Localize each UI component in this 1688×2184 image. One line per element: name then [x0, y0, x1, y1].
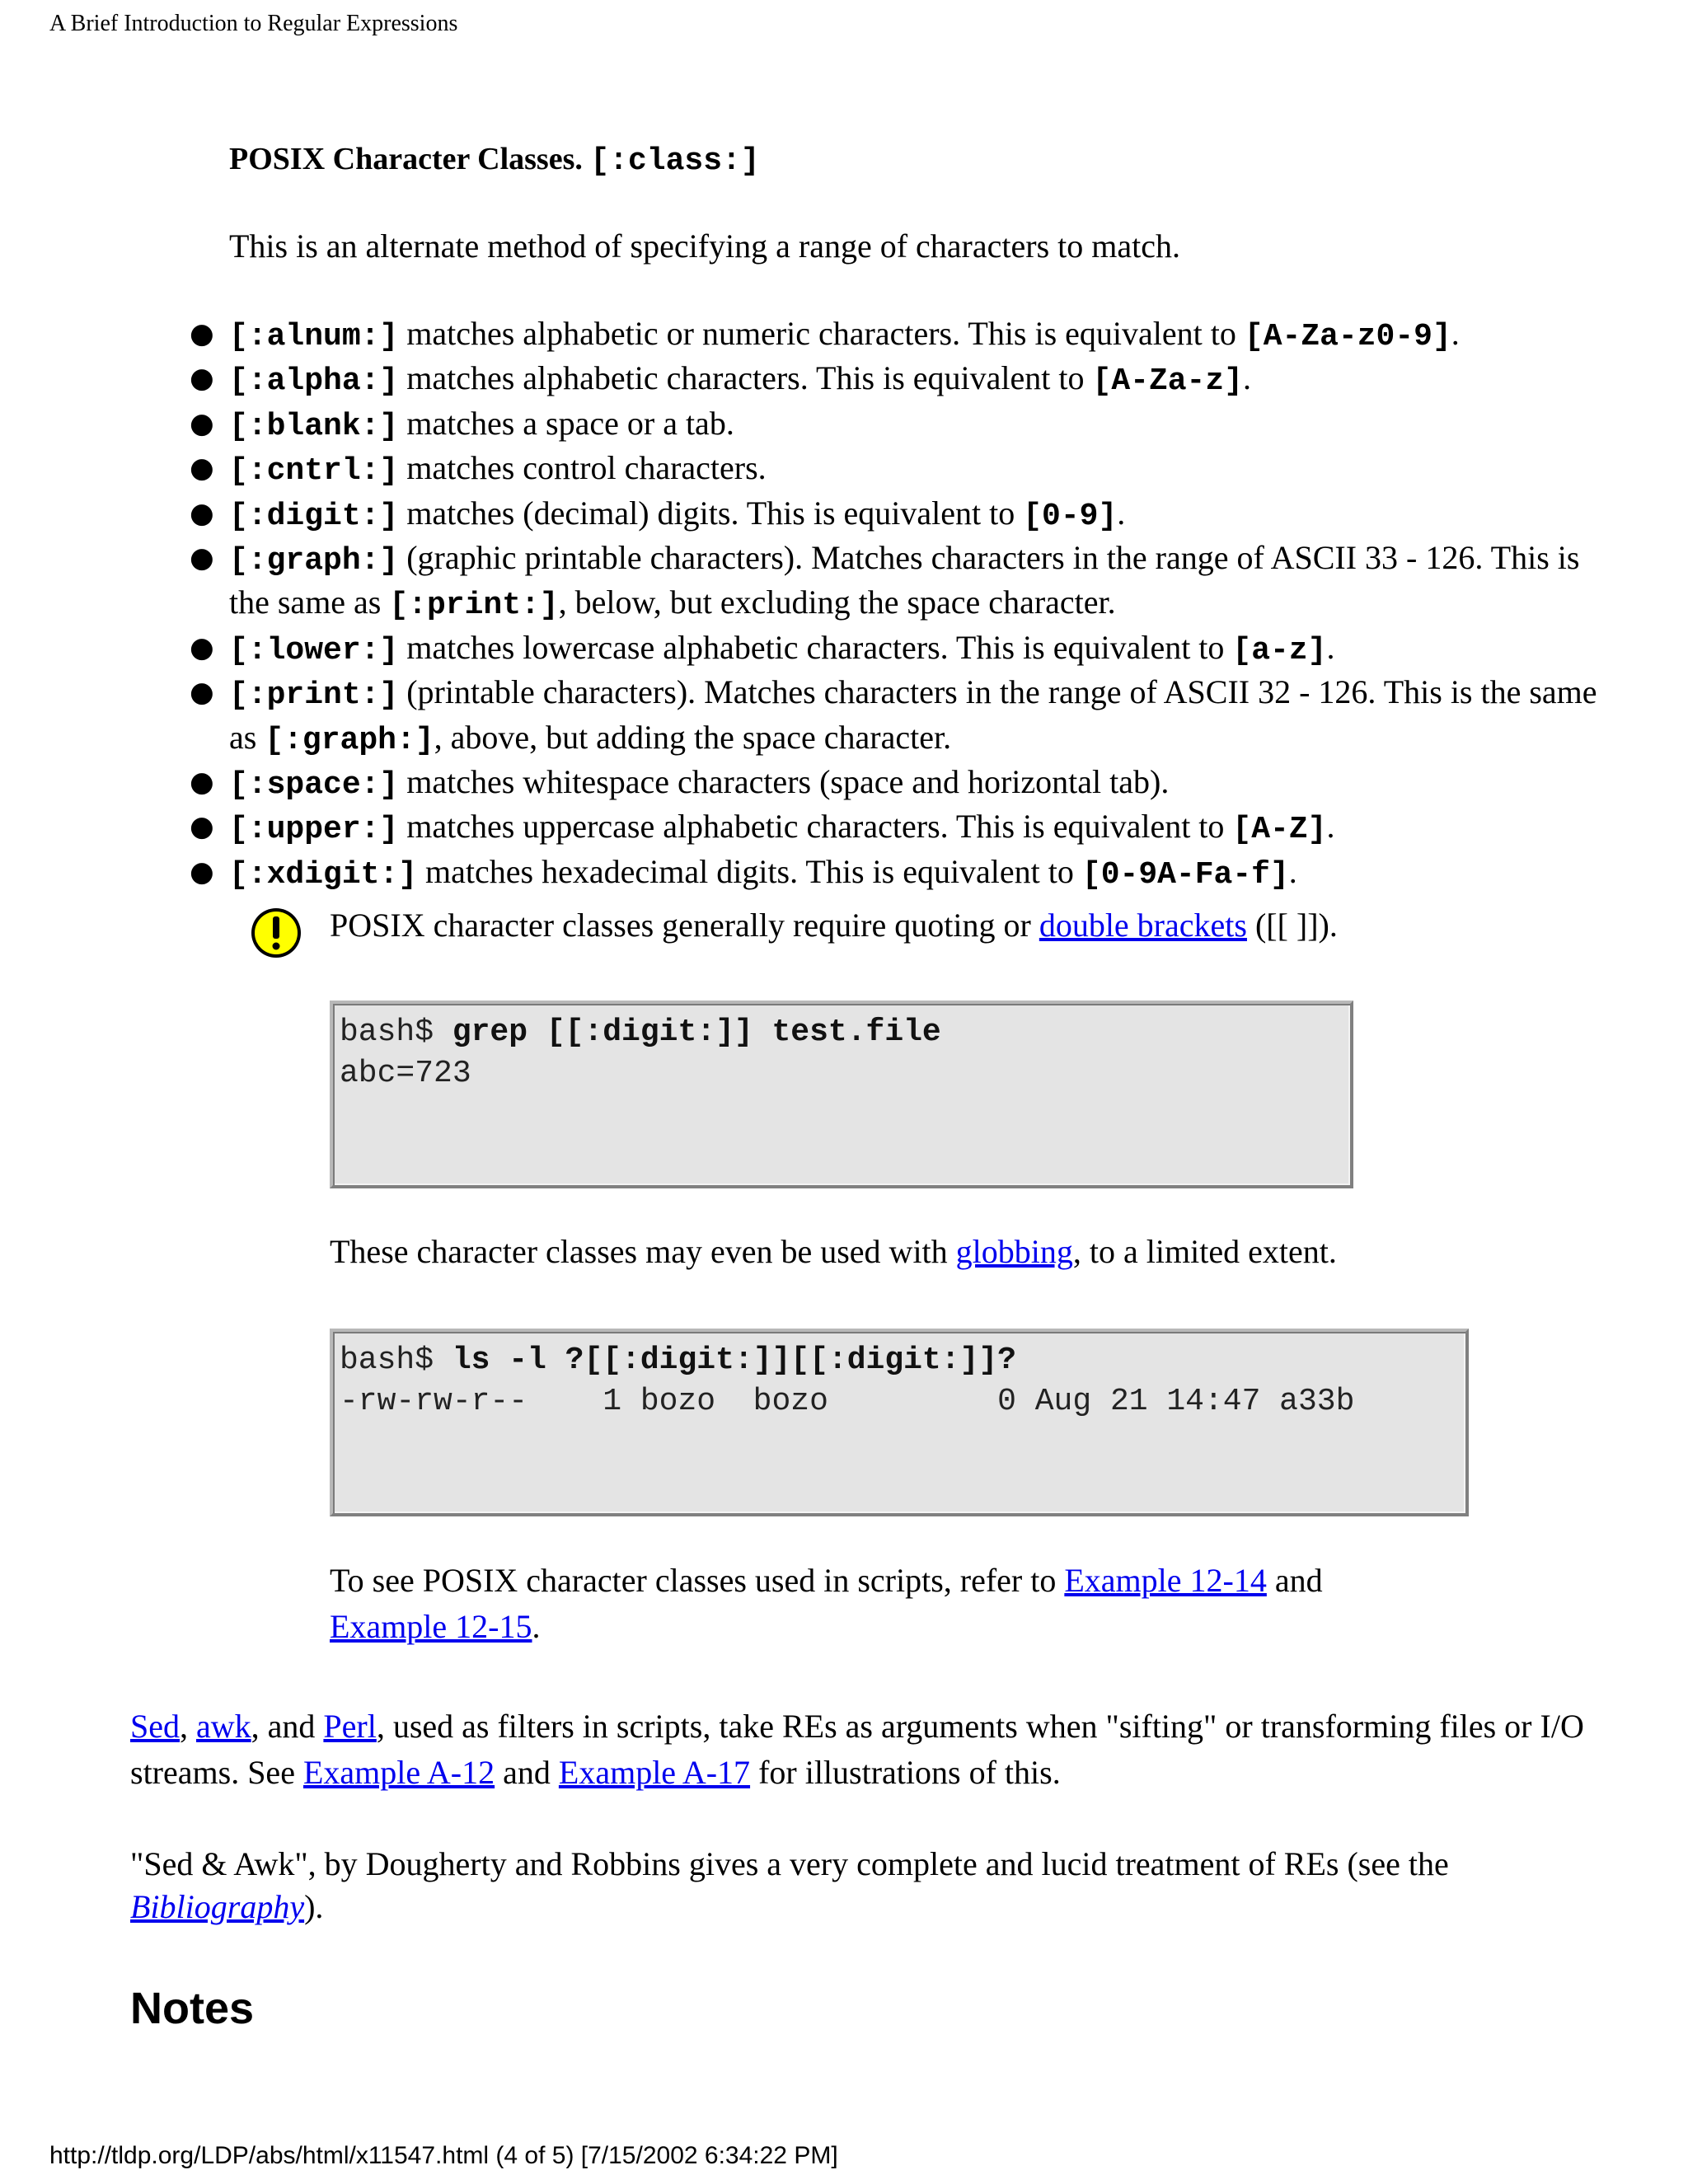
class-equivalent-code: [:print:]: [389, 588, 559, 624]
posix-class-item: [188, 537, 1606, 627]
scripts-ref-text-after: .: [532, 1608, 541, 1645]
filters-text-mid: and: [495, 1754, 559, 1791]
filters-sep-1: ,: [180, 1708, 196, 1745]
class-equivalent-code: [A-Za-z]: [1092, 363, 1243, 400]
book-text: "Sed & Awk", by Dougherty and Robbins gives a very complete and lucid treatment of REs (see the: [130, 1845, 1449, 1882]
sed-link[interactable]: Sed: [130, 1708, 180, 1745]
class-equivalent-code: [A-Z]: [1232, 812, 1327, 848]
example-12-15-link[interactable]: Example 12-15: [330, 1608, 532, 1645]
posix-class-item: [188, 493, 1606, 537]
posix-class-item: [188, 806, 1606, 851]
class-equivalent-code: [0-9A-Fa-f]: [1081, 856, 1289, 893]
screen-example-grep: [330, 1001, 1353, 1188]
class-description: matches uppercase alphabetic characters. This is equivalent to: [398, 808, 1233, 846]
globbing-link[interactable]: globbing: [955, 1233, 1073, 1270]
class-description: matches hexadecimal digits. This is equivalent to: [417, 852, 1082, 890]
class-description-tail: .: [1288, 852, 1297, 890]
exclamation-warning-icon: [249, 906, 303, 960]
class-code: [:space:]: [229, 767, 399, 804]
shell-output: abc=723: [340, 1056, 471, 1091]
posix-class-item: [188, 358, 1606, 402]
posix-class-item: [188, 851, 1606, 896]
class-equivalent-code: [A-Za-z0-9]: [1244, 319, 1451, 354]
class-code: [:digit:]: [229, 498, 399, 534]
section-intro: This is an alternate method of specifying a range of characters to match.: [229, 227, 1180, 265]
class-description: matches whitespace characters (space and horizontal tab).: [398, 763, 1170, 801]
note-text: [330, 904, 1338, 947]
class-description-tail: .: [1451, 315, 1460, 352]
shell-prompt: bash$: [340, 1343, 452, 1378]
posix-class-item: [188, 672, 1606, 762]
class-description: (printable characters). Matches characters in the range of ASCII 32 - 126. This is the same as: [229, 673, 1597, 756]
class-description: matches a space or a tab.: [398, 404, 734, 442]
double-brackets-link[interactable]: double brackets: [1039, 907, 1247, 944]
example-a-17-link[interactable]: Example A-17: [558, 1754, 751, 1791]
shell-command: ls -l ?[[:digit:]][[:digit:]]?: [452, 1343, 1016, 1378]
page-header-title: A Brief Introduction to Regular Expressions: [49, 11, 458, 36]
section-title: [229, 138, 760, 182]
class-description-tail: .: [1242, 359, 1251, 397]
scripts-reference-text: [330, 1558, 1533, 1650]
class-description-tail: .: [1326, 628, 1335, 666]
awk-link[interactable]: awk: [196, 1708, 251, 1745]
class-code: [:lower:]: [229, 632, 399, 668]
posix-class-list: [188, 313, 1606, 896]
notes-heading: Notes: [130, 1984, 255, 2033]
globbing-text: [330, 1230, 1337, 1273]
class-description: matches (decimal) digits. This is equivalent to: [398, 494, 1024, 532]
class-description-tail: , above, but adding the space character.: [434, 718, 952, 756]
posix-class-item: [188, 762, 1606, 806]
class-description-tail: .: [1117, 494, 1126, 532]
bibliography-link[interactable]: Bibliography: [130, 1888, 305, 1925]
filters-paragraph: [130, 1704, 1614, 1796]
class-description: (graphic printable characters). Matches characters in the range of ASCII 33 - 126. This is the same as: [229, 539, 1580, 621]
class-equivalent-code: [0-9]: [1023, 498, 1118, 534]
note-text-before: POSIX character classes generally require quoting or: [330, 907, 1039, 944]
class-description: matches lowercase alphabetic characters. This is equivalent to: [398, 628, 1233, 666]
posix-class-item: [188, 313, 1606, 358]
filters-text-1: , used as filters in scripts, take REs as arguments when "sifting" or transforming files or I/O streams. See: [130, 1708, 1584, 1791]
class-equivalent-code: [a-z]: [1232, 632, 1327, 668]
note-text-after: ([[ ]]).: [1246, 907, 1338, 944]
example-12-14-link[interactable]: Example 12-14: [1064, 1562, 1267, 1599]
class-code: [:graph:]: [229, 543, 399, 579]
filters-text-end: for illustrations of this.: [750, 1754, 1061, 1791]
scripts-ref-text-before: To see POSIX character classes used in scripts, refer to: [330, 1562, 1065, 1599]
scripts-ref-text-mid: and: [1266, 1562, 1323, 1599]
posix-class-item: [188, 448, 1606, 492]
class-description: matches control characters.: [398, 449, 767, 487]
screen-example-ls: [330, 1329, 1469, 1516]
example-a-12-link[interactable]: Example A-12: [302, 1754, 495, 1791]
class-code: [:alpha:]: [229, 363, 399, 400]
class-equivalent-code: [:graph:]: [265, 722, 434, 758]
globbing-text-before: These character classes may even be used with: [330, 1233, 956, 1270]
class-code: [:alnum:]: [229, 319, 399, 354]
posix-class-item: [188, 403, 1606, 448]
class-code: [:blank:]: [229, 408, 399, 444]
perl-link[interactable]: Perl: [323, 1708, 377, 1745]
class-description-tail: , below, but excluding the space character.: [558, 583, 1116, 621]
shell-output: -rw-rw-r-- 1 bozo bozo 0 Aug 21 14:47 a33b: [340, 1384, 1355, 1419]
posix-class-item: [188, 627, 1606, 672]
class-code: [:cntrl:]: [229, 453, 399, 490]
class-description: matches alphabetic characters. This is equivalent to: [398, 359, 1093, 397]
book-recommendation-paragraph: [130, 1843, 1614, 1929]
globbing-text-after: , to a limited extent.: [1072, 1233, 1337, 1270]
shell-prompt: bash$: [340, 1015, 452, 1050]
filters-sep-2: , and: [251, 1708, 324, 1745]
class-description-tail: .: [1326, 808, 1335, 846]
class-code: [:xdigit:]: [229, 856, 418, 893]
section-title-text: POSIX Character Classes.: [229, 142, 583, 176]
section-title-code: [:class:]: [590, 143, 760, 179]
footer-url: http://tldp.org/LDP/abs/html/x11547.html (4 of 5) [7/15/2002 6:34:22 PM]: [49, 2142, 838, 2169]
book-text-after: ).: [304, 1888, 324, 1925]
class-description: matches alphabetic or numeric characters. This is equivalent to: [398, 315, 1245, 352]
class-code: [:print:]: [229, 677, 399, 714]
shell-command: grep [[:digit:]] test.file: [452, 1015, 941, 1050]
class-code: [:upper:]: [229, 812, 399, 848]
